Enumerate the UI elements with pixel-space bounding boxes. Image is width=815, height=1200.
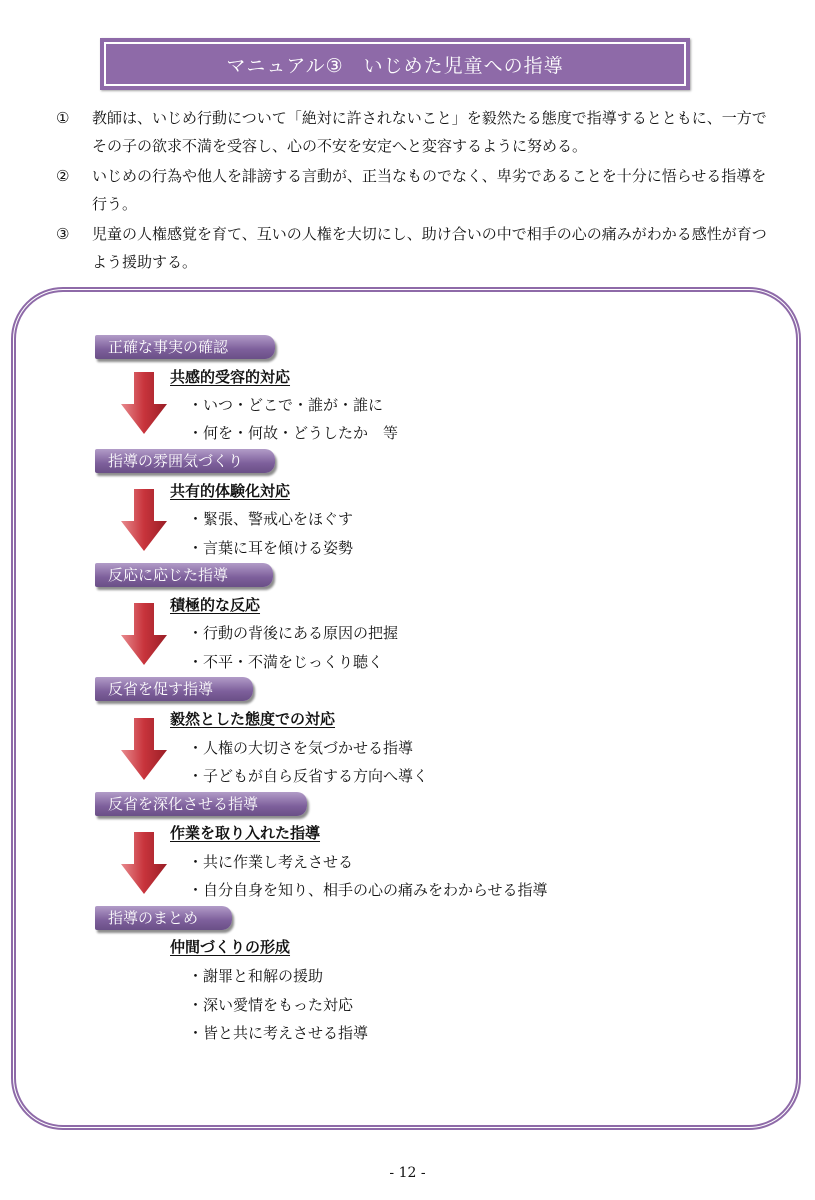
- step-bullet: ・人権の大切さを気づかせる指導: [188, 739, 414, 757]
- intro-item: [56, 220, 776, 276]
- step-bullet: ・行動の背後にある原因の把握: [188, 624, 399, 642]
- down-arrow-icon: [121, 489, 167, 551]
- step-label: 反省を促す指導: [95, 677, 253, 701]
- step-label: 正確な事実の確認: [95, 335, 275, 359]
- intro-list: [56, 104, 776, 278]
- intro-number: ②: [56, 167, 70, 185]
- step-bullet: ・いつ・どこで・誰が・誰に: [188, 396, 384, 414]
- intro-text: いじめの行為や他人を誹謗する言動が、正当なものでなく、卑劣であることを十分に悟らせる指導を行う。: [92, 167, 767, 213]
- step-heading: 共有的体験化対応: [170, 482, 291, 500]
- step-bullet: ・皆と共に考えさせる指導: [188, 1024, 369, 1042]
- down-arrow-icon: [121, 832, 167, 894]
- down-arrow-icon: [121, 372, 167, 434]
- step-label: 反省を深化させる指導: [95, 792, 307, 816]
- down-arrow-icon: [121, 603, 167, 665]
- intro-text: 児童の人権感覚を育て、互いの人権を大切にし、助け合いの中で相手の心の痛みがわかる感性が育つよう援助する。: [92, 225, 767, 271]
- step-bullet: ・自分自身を知り、相手の心の痛みをわからせる指導: [188, 881, 548, 899]
- step-bullet: ・緊張、警戒心をほぐす: [188, 510, 354, 528]
- step-bullet: ・深い愛情をもった対応: [188, 996, 354, 1014]
- step-bullet: ・言葉に耳を傾ける姿勢: [188, 539, 354, 557]
- intro-number: ①: [56, 109, 70, 127]
- step-bullet: ・何を・何故・どうしたか 等: [188, 424, 399, 442]
- intro-text: 教師は、いじめ行動について「絶対に許されないこと」を毅然たる態度で指導するとともに、一方でその子の欲求不満を受容し、心の不安を安定へと変容するように努める。: [92, 109, 767, 155]
- step-bullet: ・謝罪と和解の援助: [188, 967, 324, 985]
- page-number: - 12 -: [389, 1165, 426, 1181]
- step-heading: 毅然とした態度での対応: [170, 710, 336, 728]
- title-banner: [100, 38, 690, 90]
- step-bullet: ・共に作業し考えさせる: [188, 853, 354, 871]
- step-label: 反応に応じた指導: [95, 563, 273, 587]
- step-bullet: ・子どもが自ら反省する方向へ導く: [188, 767, 429, 785]
- step-label: 指導のまとめ: [95, 906, 232, 930]
- intro-item: [56, 104, 776, 160]
- step-bullet: ・不平・不満をじっくり聴く: [188, 653, 384, 671]
- intro-item: [56, 162, 776, 218]
- down-arrow-icon: [121, 718, 167, 780]
- step-heading: 作業を取り入れた指導: [170, 824, 321, 842]
- step-label: 指導の雰囲気づくり: [95, 449, 275, 473]
- step-heading: 共感的受容的対応: [170, 368, 291, 386]
- step-heading: 仲間づくりの形成: [170, 938, 291, 956]
- step-heading: 積極的な反応: [170, 596, 261, 614]
- page-title: マニュアル③ いじめた児童への指導: [104, 42, 686, 86]
- intro-number: ③: [56, 225, 70, 243]
